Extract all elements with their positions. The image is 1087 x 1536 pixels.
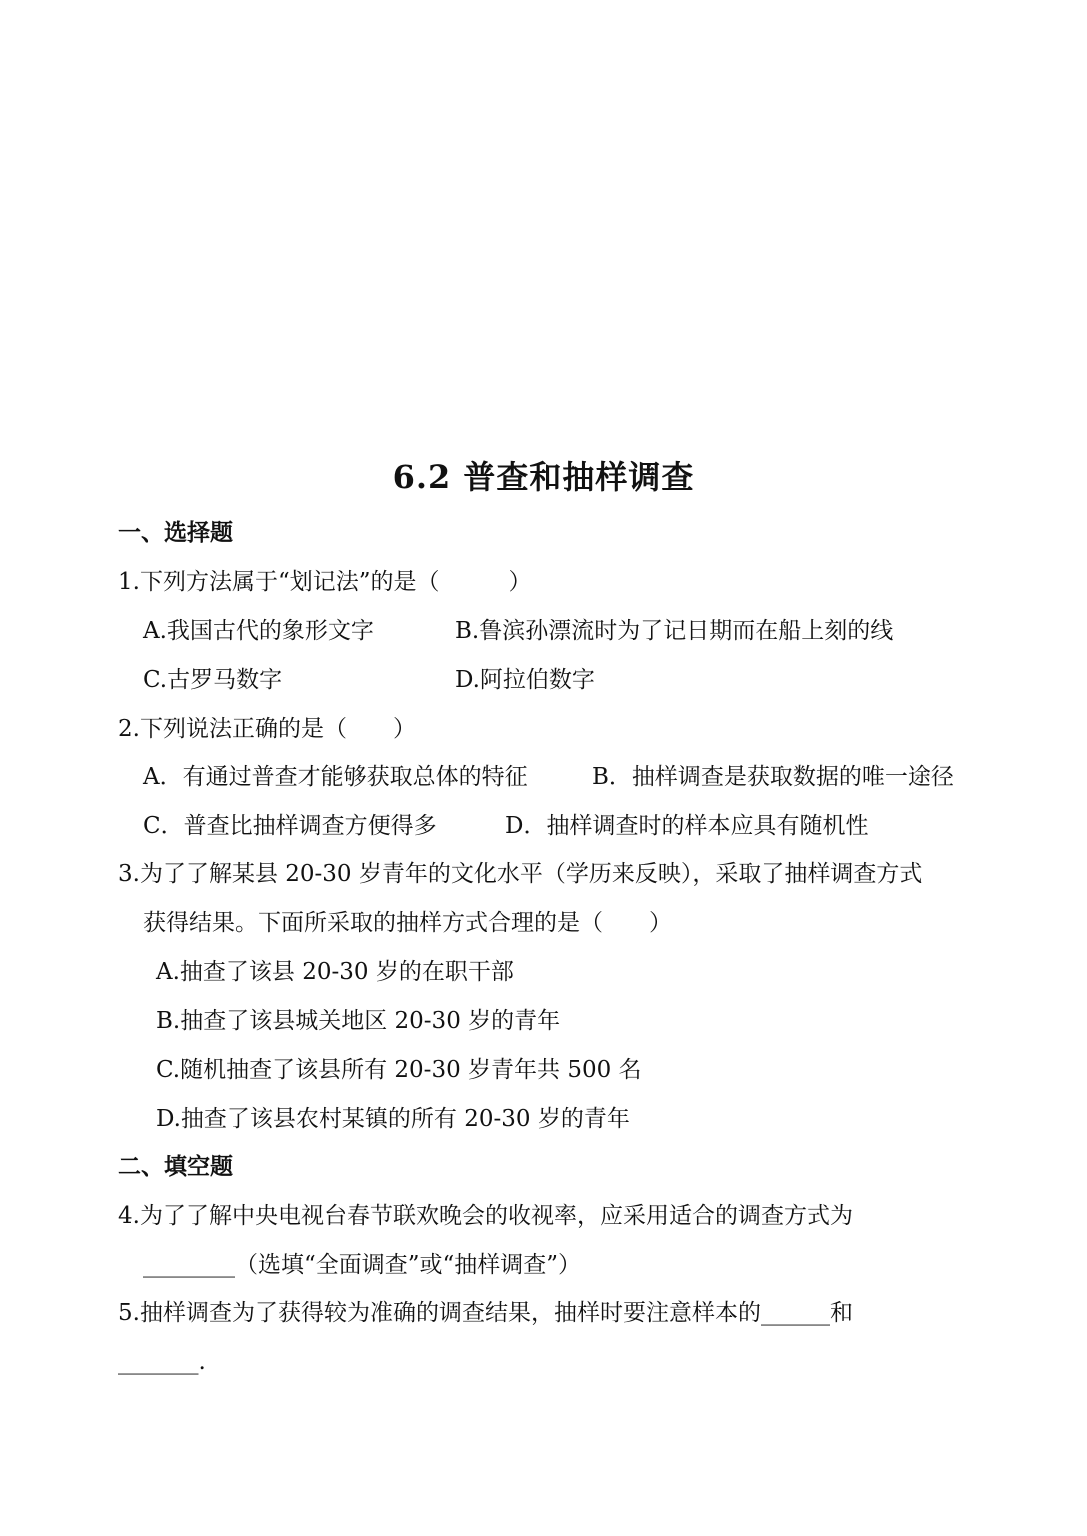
question-2-option-a: A．有通过普查才能够获取总体的特征 [143, 764, 528, 790]
question-3-stem-line-1: 3.为了了解某县 20-30 岁青年的文化水平（学历来反映），采取了抽样调查方式 [118, 861, 923, 887]
question-3-option-c: C.随机抽查了该县所有 20-30 岁青年共 500 名 [156, 1057, 642, 1083]
question-2-option-c: C．普查比抽样调查方便得多 [143, 813, 437, 839]
question-2-stem: 2.下列说法正确的是（ ） [118, 716, 416, 742]
question-1-option-c: C.古罗马数字 [143, 667, 283, 693]
question-1-option-a: A.我国古代的象形文字 [143, 618, 374, 644]
section-heading-fill: 二、填空题 [118, 1153, 233, 1180]
question-3-stem-line-2: 获得结果。下面所采取的抽样方式合理的是（ ） [143, 910, 672, 936]
question-1-stem: 1.下列方法属于“划记法”的是（ ） [118, 569, 532, 595]
section-heading-choice: 一、选择题 [118, 519, 233, 546]
question-1-option-b: B.鲁滨孙漂流时为了记日期而在船上刻的线 [455, 618, 894, 644]
question-4-line-2: ________（选填“全面调查”或“抽样调查”） [143, 1252, 582, 1278]
question-2-option-d: D．抽样调查时的样本应具有随机性 [505, 813, 869, 839]
question-2-option-b: B．抽样调查是获取数据的唯一途径 [592, 764, 954, 790]
question-1-option-d: D.阿拉伯数字 [455, 667, 595, 693]
question-5-line-1: 5.抽样调查为了获得较为准确的调查结果，抽样时要注意样本的______和 [118, 1300, 853, 1326]
page-title: 6.2 普查和抽样调查 [392, 458, 695, 496]
question-3-option-a: A.抽查了该县 20-30 岁的在职干部 [156, 959, 514, 985]
question-3-option-b: B.抽查了该县城关地区 20-30 岁的青年 [156, 1008, 561, 1034]
question-5-line-2: _______. [118, 1349, 206, 1375]
question-4-line-1: 4.为了了解中央电视台春节联欢晚会的收视率，应采用适合的调查方式为 [118, 1203, 853, 1229]
question-3-option-d: D.抽查了该县农村某镇的所有 20-30 岁的青年 [156, 1106, 630, 1132]
